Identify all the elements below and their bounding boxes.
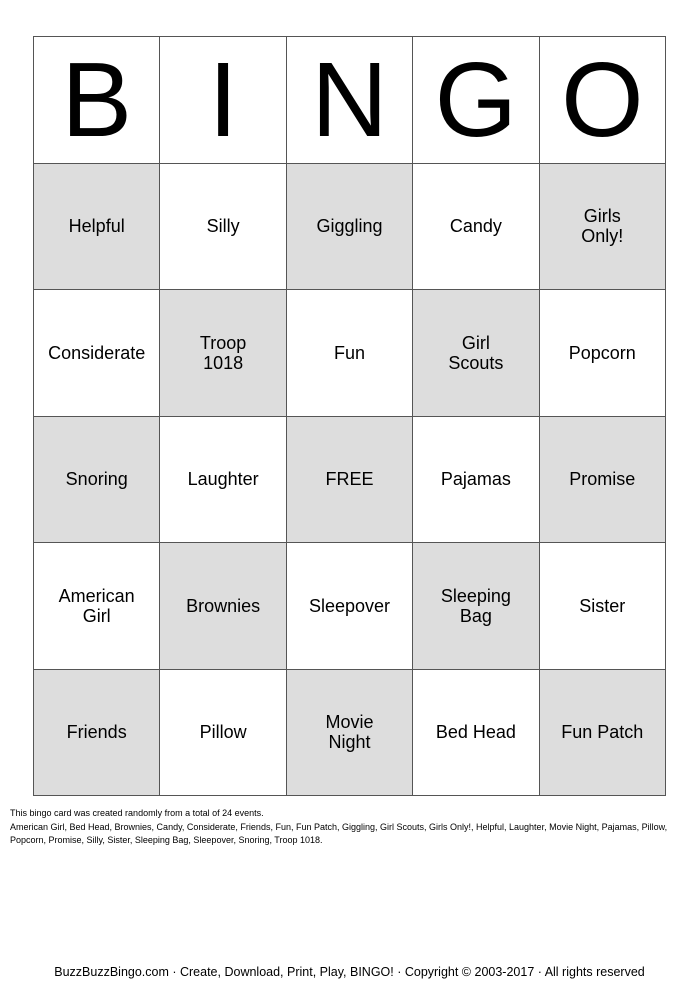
bingo-square (34, 670, 160, 797)
header-cell-o (540, 37, 666, 164)
square-label: Fun (333, 342, 365, 363)
square-label: Movie Night (325, 712, 374, 753)
bingo-square (413, 417, 539, 544)
card-note (10, 807, 690, 848)
bingo-square (34, 543, 160, 670)
square-label: Bed Head (435, 722, 516, 743)
square-label: Snoring (65, 469, 128, 490)
header-letter: G (434, 40, 518, 159)
square-label: Candy (449, 216, 502, 237)
bingo-square (413, 164, 539, 291)
bingo-square (287, 164, 413, 291)
square-label: Pajamas (440, 469, 511, 490)
square-label: Silly (206, 216, 240, 237)
header-letter: N (311, 40, 388, 159)
bingo-square (287, 543, 413, 670)
square-label: Pillow (199, 722, 247, 743)
square-label: Helpful (68, 216, 125, 237)
card-note-word-list: American Girl, Bed Head, Brownies, Candy, Considerate, Friends, Fun, Fun Patch, Giggling, Girl Scouts, Girls Only!, Helpful, Laughter, Movie Night, Pajamas, Pillow, Popcorn, Promise, Silly, Sister, Sleeping Bag, Sleepover, Snoring, Troop 1018. (10, 821, 668, 845)
bingo-square (287, 290, 413, 417)
square-label: Considerate (48, 342, 146, 363)
square-label: Sister (579, 595, 626, 616)
square-label: Friends (66, 722, 127, 743)
bingo-card (33, 36, 666, 796)
square-label: Fun Patch (561, 722, 644, 743)
bingo-square (160, 164, 286, 291)
header-cell-n (287, 37, 413, 164)
bingo-square (540, 164, 666, 291)
header-letter: B (61, 40, 133, 159)
square-label: Sleepover (308, 595, 391, 616)
square-label: FREE (325, 469, 374, 490)
header-cell-i (160, 37, 286, 164)
site-footer: BuzzBuzzBingo.com · Create, Download, Print, Play, BINGO! · Copyright © 2003-2017 · All rights reserved (54, 965, 645, 979)
square-label: Girls Only! (581, 206, 624, 247)
header-cell-g (413, 37, 539, 164)
bingo-square (540, 543, 666, 670)
bingo-square (540, 417, 666, 544)
header-letter: I (208, 40, 238, 159)
bingo-square (287, 670, 413, 797)
bingo-square (34, 417, 160, 544)
bingo-square (413, 543, 539, 670)
bingo-square (34, 164, 160, 291)
square-label: Troop 1018 (199, 332, 247, 373)
bingo-square (160, 417, 286, 544)
bingo-square (413, 670, 539, 797)
bingo-square (160, 290, 286, 417)
header-cell-b (34, 37, 160, 164)
square-label: Popcorn (568, 342, 636, 363)
square-label: Girl Scouts (448, 332, 504, 373)
square-label: Sleeping Bag (440, 585, 511, 626)
card-note-summary: This bingo card was created randomly from a total of 24 events. (10, 808, 264, 818)
square-label: American Girl (58, 585, 135, 626)
bingo-square (160, 670, 286, 797)
square-label: Laughter (187, 469, 259, 490)
square-label: Giggling (316, 216, 383, 237)
bingo-square (540, 290, 666, 417)
square-label: Brownies (186, 595, 261, 616)
bingo-square (413, 290, 539, 417)
bingo-square (540, 670, 666, 797)
square-label: Promise (569, 469, 636, 490)
header-letter: O (561, 40, 644, 159)
free-square (287, 417, 413, 544)
bingo-square (160, 543, 286, 670)
bingo-square (34, 290, 160, 417)
